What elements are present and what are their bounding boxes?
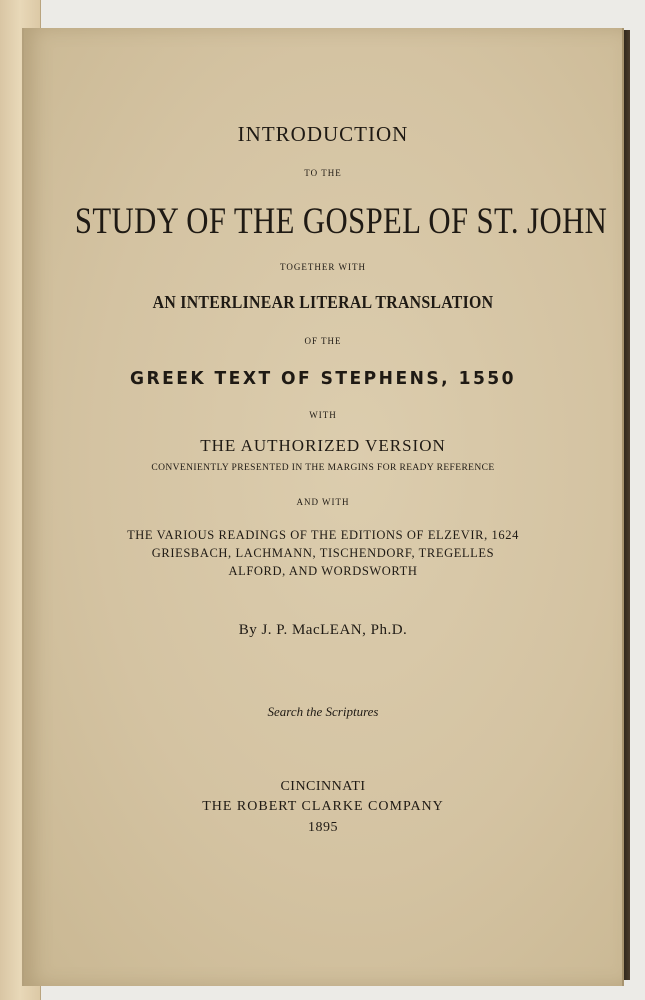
subtitle-greek-text: GREEK TEXT OF STEPHENS, 1550 bbox=[129, 368, 517, 389]
imprint-city: CINCINNATI bbox=[280, 779, 366, 794]
main-title: STUDY OF THE GOSPEL OF ST. JOHN bbox=[74, 201, 608, 242]
connector-to-the: TO THE bbox=[304, 168, 342, 178]
subtitle-interlinear: AN INTERLINEAR LITERAL TRANSLATION bbox=[152, 292, 494, 312]
imprint-year: 1895 bbox=[308, 820, 338, 835]
connector-of-the: OF THE bbox=[304, 336, 342, 346]
title-page bbox=[22, 28, 622, 986]
connector-and-with: AND WITH bbox=[296, 497, 350, 507]
imprint-publisher: THE ROBERT CLARKE COMPANY bbox=[202, 799, 444, 814]
readings-line-3: ALFORD, AND WORDSWORTH bbox=[228, 564, 418, 578]
motto: Search the Scriptures bbox=[267, 704, 379, 719]
readings-line-1: THE VARIOUS READINGS OF THE EDITIONS OF ELZEVIR, 1624 bbox=[127, 528, 519, 542]
heading-introduction: INTRODUCTION bbox=[237, 122, 409, 146]
author-line bbox=[24, 622, 622, 639]
author-prefix: By bbox=[238, 622, 258, 638]
connector-together-with: TOGETHER WITH bbox=[280, 262, 366, 272]
author-degree: Ph.D. bbox=[370, 622, 408, 638]
readings-line-2: GRIESBACH, LACHMANN, TISCHENDORF, TREGELLES bbox=[151, 546, 495, 560]
author-name: J. P. MacLEAN, bbox=[261, 622, 367, 638]
note-conveniently: CONVENIENTLY PRESENTED IN THE MARGINS FOR READY REFERENCE bbox=[151, 463, 495, 473]
subtitle-authorized-version: THE AUTHORIZED VERSION bbox=[200, 436, 446, 455]
connector-with: WITH bbox=[309, 410, 337, 420]
